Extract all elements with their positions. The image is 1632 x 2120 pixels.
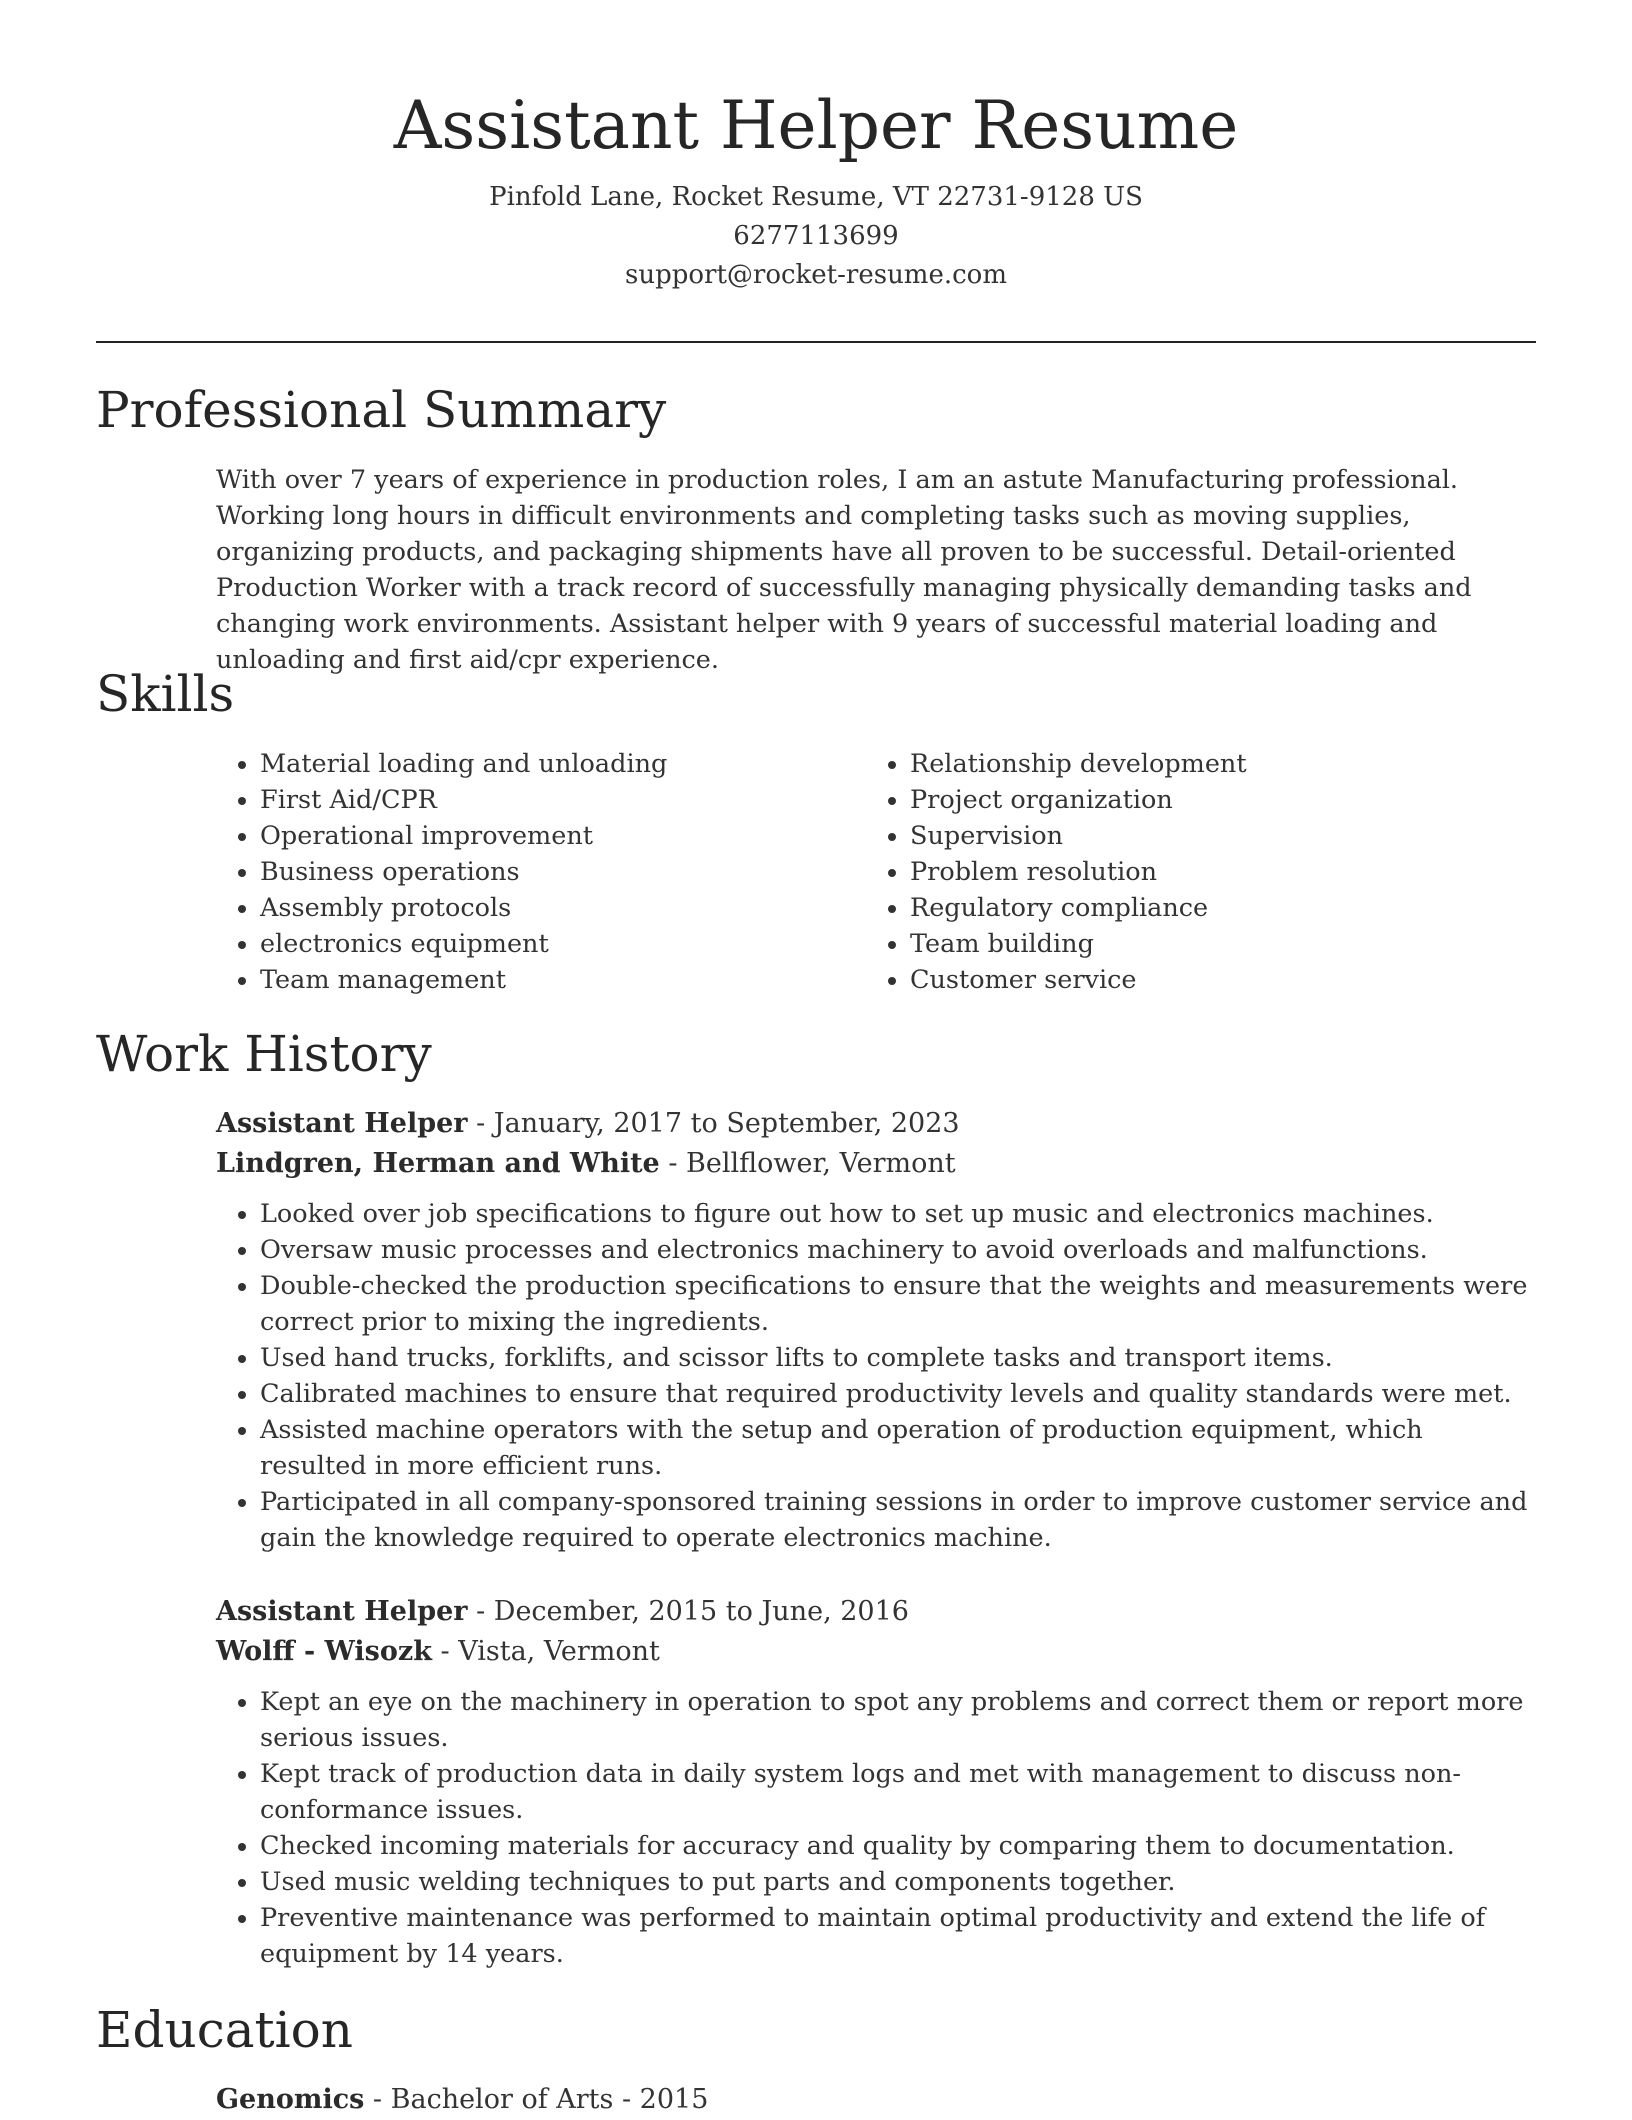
job-company-line [216,1144,1536,1184]
skill-item: • Operational improvement [260,818,856,854]
job-title: Assistant Helper [216,1108,468,1139]
skill-item: • electronics equipment [260,926,856,962]
job-duty: • Assisted machine operators with the setup and operation of production equipment, which resulted in more efficient runs. [260,1412,1536,1484]
job-duty: • Checked incoming materials for accuracy and quality by comparing them to documentation. [260,1828,1536,1864]
skills-list-left [216,746,856,998]
job-company: Lindgren, Herman and White [216,1148,660,1179]
education-field: Genomics [216,2084,365,2115]
skill-item: • First Aid/CPR [260,782,856,818]
resume-title: Assistant Helper Resume [393,87,1239,164]
education-heading: Education [96,2001,353,2059]
job-duty: • Used music welding techniques to put parts and components together. [260,1864,1536,1900]
job-company-line [216,1632,1536,1672]
summary-text: With over 7 years of experience in production roles, I am an astute Manufacturing professional. Working long hours in difficult environments and completing tasks such as moving supplies, organizing products, and packaging shipments have all proven to be successful. Detail-oriented Production Worker with a track record of successfully managing physically demanding tasks and changing work environments. Assistant helper with 9 years of successful material loading and unloading and first aid/cpr experience. [216,465,1472,675]
job-entry [216,1592,1536,1972]
skill-item: • Project organization [910,782,1506,818]
job-title-line [216,1592,1536,1632]
job-duty: • Double-checked the production specifications to ensure that the weights and measurements were correct prior to mixing the ingredients. [260,1268,1536,1340]
job-duty: • Kept an eye on the machinery in operation to spot any problems and correct them or report more serious issues. [260,1684,1536,1756]
contact-block [96,178,1536,295]
skill-item: • Regulatory compliance [910,890,1506,926]
skill-item: • Team management [260,962,856,998]
resume-header [96,80,1536,295]
education-line [216,2080,1536,2120]
skill-item: • Customer service [910,962,1506,998]
job-duty: • Kept track of production data in daily system logs and met with management to discuss non-conformance issues. [260,1756,1536,1828]
contact-email[interactable]: support@rocket-resume.com [624,260,1007,290]
job-duty: • Participated in all company-sponsored training sessions in order to improve customer service and gain the knowledge required to operate electronics machine. [260,1484,1536,1556]
job-duty: • Preventive maintenance was performed to maintain optimal productivity and extend the life of equipment by 14 years. [260,1900,1536,1972]
skill-item: • Business operations [260,854,856,890]
job-location: - Vista, Vermont [431,1636,660,1667]
work-history-heading: Work History [96,1025,432,1083]
job-title-line [216,1104,1536,1144]
skills-column-left [216,746,856,998]
job-duties-list [216,1684,1536,1972]
skill-item: • Relationship development [910,746,1506,782]
skills-list-right [866,746,1506,998]
education-degree: - Bachelor of Arts - 2015 [364,2084,709,2115]
job-location: - Bellflower, Vermont [659,1148,956,1179]
skills-heading: Skills [96,665,235,723]
contact-phone: 6277113699 [733,221,899,251]
job-dates: - January, 2017 to September, 2023 [467,1108,960,1139]
job-duty: • Used hand trucks, forklifts, and scissor lifts to complete tasks and transport items. [260,1340,1536,1376]
job-entry [216,1104,1536,1556]
job-title: Assistant Helper [216,1596,468,1627]
job-duty: • Looked over job specifications to figure out how to set up music and electronics machines. [260,1196,1536,1232]
skill-item: • Assembly protocols [260,890,856,926]
job-duties-list [216,1196,1536,1556]
skill-item: • Team building [910,926,1506,962]
skill-item: • Supervision [910,818,1506,854]
job-company: Wolff - Wisozk [216,1636,432,1667]
header-divider [96,341,1536,343]
skill-item: • Material loading and unloading [260,746,856,782]
skills-column-right [866,746,1506,998]
education-entry [216,2080,1536,2120]
skill-item: • Problem resolution [910,854,1506,890]
contact-address: Pinfold Lane, Rocket Resume, VT 22731-9128 US [489,182,1143,212]
job-duty: • Oversaw music processes and electronics machinery to avoid overloads and malfunctions. [260,1232,1536,1268]
job-duty: • Calibrated machines to ensure that required productivity levels and quality standards were met. [260,1376,1536,1412]
job-dates: - December, 2015 to June, 2016 [467,1596,909,1627]
summary-heading: Professional Summary [96,381,667,439]
